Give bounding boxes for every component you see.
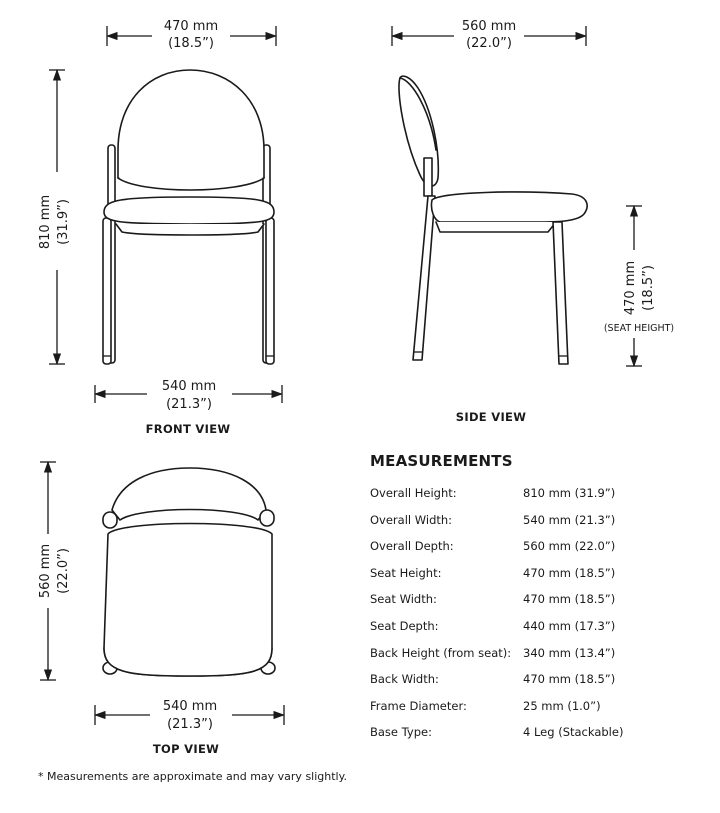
front-bottom-width-dimension	[95, 379, 282, 412]
measurement-row	[370, 592, 700, 619]
chair-side-drawing	[399, 76, 587, 364]
seat-height-note: (SEAT HEIGHT)	[603, 323, 675, 334]
measurement-value: 470 mm (18.5”)	[523, 672, 616, 687]
front-view-label: FRONT VIEW	[145, 422, 231, 436]
side-seat-height-in: (18.5”)	[641, 265, 656, 311]
measurement-row	[370, 486, 700, 513]
front-height-dimension	[38, 70, 71, 364]
front-height-in: (31.9”)	[56, 199, 71, 245]
measurement-label: Back Height (from seat):	[370, 645, 512, 660]
measurement-label: Overall Width:	[370, 512, 453, 527]
measurement-value: 470 mm (18.5”)	[523, 592, 616, 607]
measurement-label: Overall Depth:	[370, 539, 454, 554]
chair-front-drawing	[103, 70, 274, 364]
measurement-label: Back Width:	[370, 672, 439, 687]
measurement-value: 340 mm (13.4”)	[523, 645, 616, 660]
side-seat-height-dimension	[604, 206, 674, 366]
measurement-row	[370, 725, 700, 752]
side-depth-mm: 560 mm	[461, 19, 517, 34]
footnote: * Measurements are approximate and may vary slightly.	[38, 770, 348, 783]
side-depth-in: (22.0”)	[466, 36, 512, 51]
measurement-row	[370, 619, 700, 646]
top-view	[38, 462, 284, 756]
top-width-mm: 540 mm	[162, 699, 218, 714]
measurement-value: 540 mm (21.3”)	[523, 512, 616, 527]
top-view-label: TOP VIEW	[152, 742, 220, 756]
measurements-title: MEASUREMENTS	[370, 452, 513, 470]
top-width-in: (21.3”)	[167, 717, 213, 732]
measurement-row	[370, 566, 700, 593]
measurement-label: Seat Height:	[370, 565, 442, 580]
front-bottom-width-mm: 540 mm	[161, 379, 217, 394]
side-view	[392, 19, 674, 424]
measurement-value: 4 Leg (Stackable)	[523, 725, 624, 740]
front-top-width-in: (18.5”)	[168, 36, 214, 51]
measurement-row	[370, 513, 700, 540]
side-view-label: SIDE VIEW	[455, 410, 527, 424]
measurement-value: 440 mm (17.3”)	[523, 618, 616, 633]
measurement-label: Overall Height:	[370, 486, 457, 500]
measurement-value: 810 mm (31.9”)	[523, 486, 616, 500]
measurement-row	[370, 672, 700, 699]
top-depth-dimension	[38, 462, 71, 680]
top-depth-mm: 560 mm	[38, 543, 53, 599]
front-top-width-mm: 470 mm	[163, 19, 219, 34]
top-depth-in: (22.0”)	[56, 548, 71, 594]
side-depth-dimension	[392, 19, 586, 51]
measurements-panel	[370, 452, 700, 752]
measurement-value: 470 mm (18.5”)	[523, 565, 616, 580]
measurement-row	[370, 646, 700, 673]
measurement-row	[370, 699, 700, 726]
front-top-width-dimension	[107, 19, 276, 51]
measurement-label: Seat Depth:	[370, 618, 439, 633]
front-bottom-width-in: (21.3”)	[166, 397, 212, 412]
front-view	[38, 19, 282, 436]
side-seat-height-mm: 470 mm	[623, 260, 638, 316]
front-height-mm: 810 mm	[38, 194, 53, 250]
measurement-row	[370, 539, 700, 566]
top-width-dimension	[95, 699, 284, 732]
measurements-table	[370, 486, 700, 752]
measurement-value: 560 mm (22.0”)	[523, 539, 616, 554]
measurement-label: Frame Diameter:	[370, 698, 467, 713]
chair-top-drawing	[103, 468, 275, 676]
measurement-label: Base Type:	[370, 725, 432, 740]
measurement-label: Seat Width:	[370, 592, 437, 607]
measurement-value: 25 mm (1.0”)	[523, 698, 601, 713]
